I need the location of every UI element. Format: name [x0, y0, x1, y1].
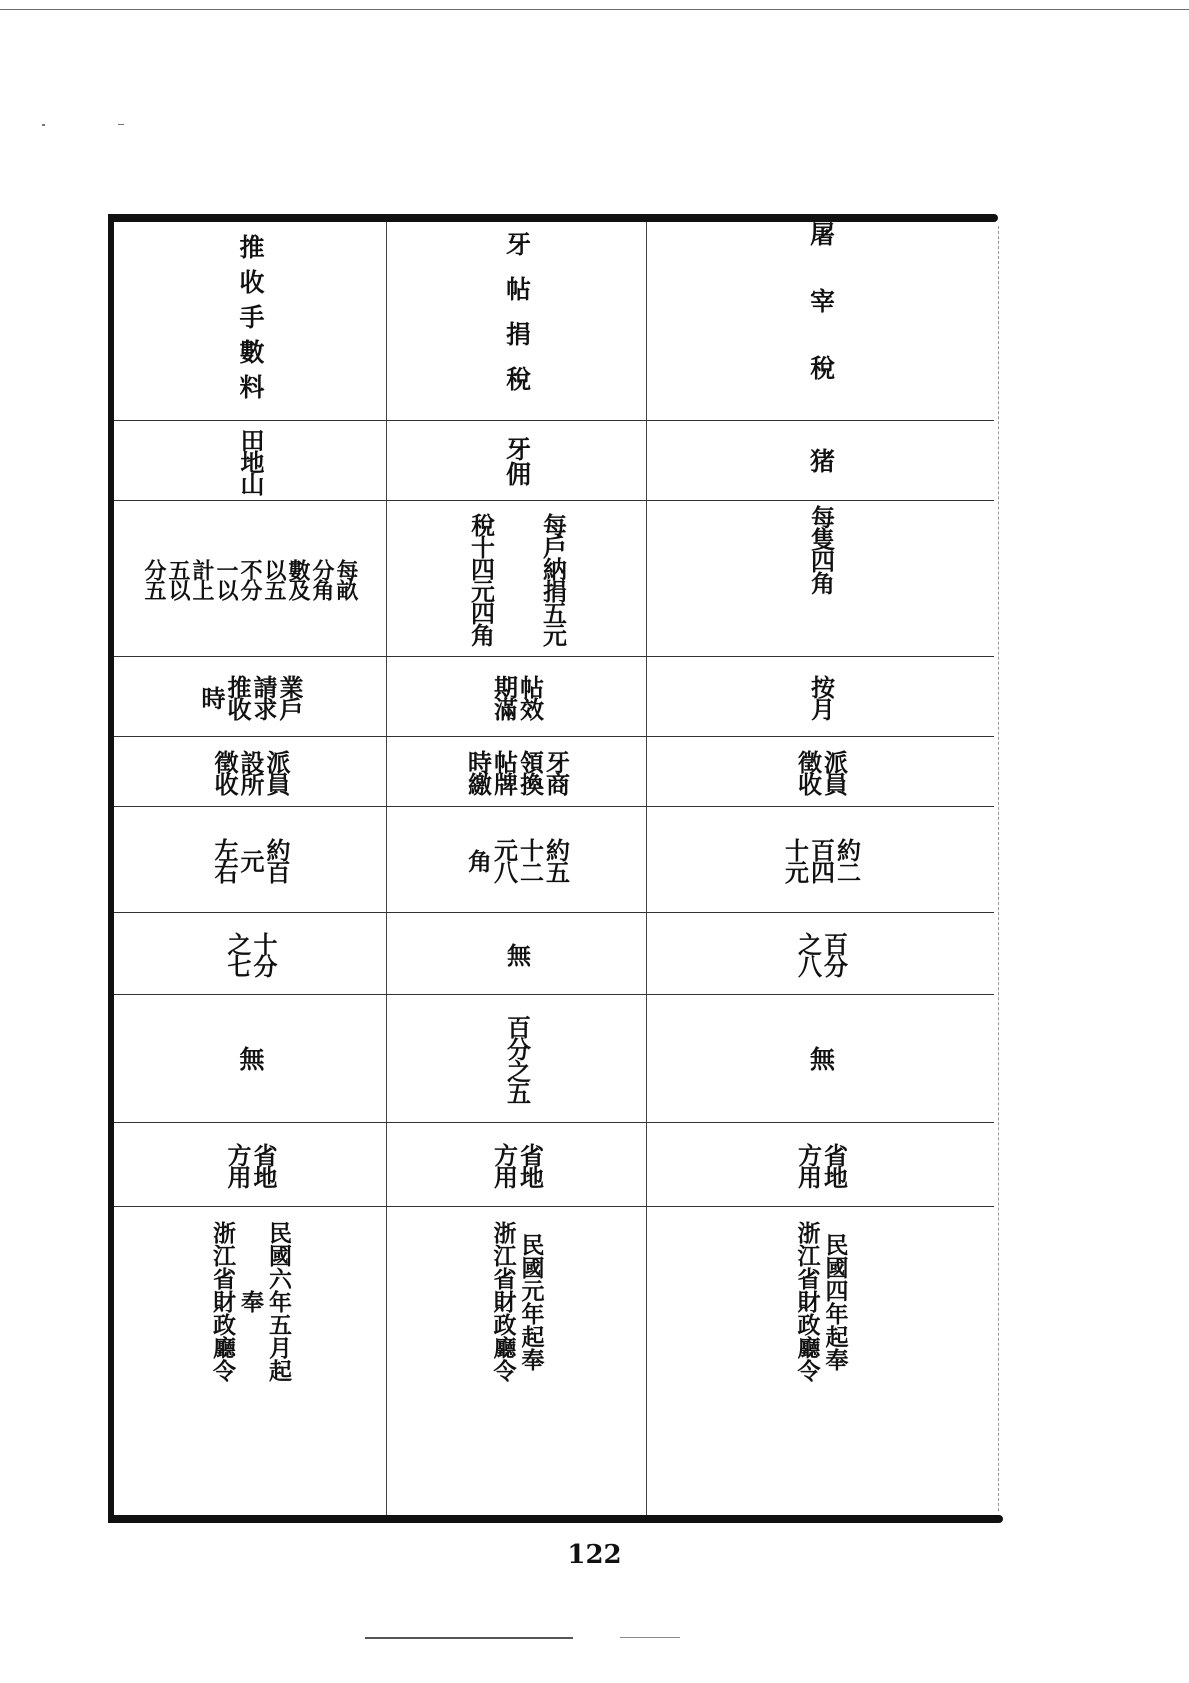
collection-cell-col3	[647, 737, 994, 806]
period-text: 業戶 請求 推收 時	[197, 674, 304, 719]
rate-cell-col1	[114, 501, 386, 656]
rate-text: 每戶納捐五元 稅十四元四角	[466, 512, 568, 645]
amount-text: 約五 十二 元八 角	[463, 837, 571, 882]
header-text: 牙帖捐稅	[502, 231, 532, 411]
collection-text: 牙商 領換 帖牌 時繳	[463, 749, 571, 794]
source-cell-col1	[114, 1207, 386, 1507]
source-text: 民國四年起奉 浙江省財政廳令	[793, 1221, 849, 1382]
ratio-cell-col2	[387, 913, 646, 994]
use-cell-col3	[647, 1123, 994, 1206]
rate-cell-col3	[647, 501, 994, 656]
surcharge-cell-col1	[114, 995, 386, 1122]
scan-bottom-mark	[365, 1637, 573, 1639]
item-cell-col1	[114, 421, 386, 500]
period-text: 按月	[806, 674, 836, 719]
surcharge-text: 無	[806, 1046, 836, 1071]
collection-text: 派員 設所 徵收	[210, 749, 291, 794]
use-text: 省地 方用	[793, 1142, 849, 1187]
rate-cell-col2	[387, 501, 646, 656]
header-text: 屠宰稅	[806, 220, 836, 422]
surcharge-text: 無	[236, 1046, 265, 1071]
scan-bottom-mark	[620, 1637, 680, 1638]
period-cell-col2	[387, 657, 646, 736]
page-number: 122	[567, 1540, 622, 1570]
scan-speck	[118, 124, 124, 125]
header-cell-col2	[387, 222, 646, 420]
table-bottom-rule	[108, 1515, 1003, 1523]
ratio-cell-col3	[647, 913, 994, 994]
ratio-cell-col1	[114, 913, 386, 994]
header-cell-col1	[114, 222, 386, 420]
surcharge-text: 百分之五	[502, 1014, 532, 1103]
ratio-text: 十分 之七	[223, 931, 278, 976]
surcharge-cell-col3	[647, 995, 994, 1122]
amount-text: 約二 百四 十元	[780, 837, 862, 882]
item-cell-col2	[387, 421, 646, 500]
period-text: 帖效 期滿	[489, 674, 545, 719]
use-cell-col2	[387, 1123, 646, 1206]
tax-table	[108, 214, 998, 1523]
source-cell-col2	[387, 1207, 646, 1507]
ratio-text: 百分 之八	[793, 931, 849, 976]
item-text: 田地山	[236, 427, 265, 494]
header-text: 推收手數料	[236, 233, 265, 409]
amount-text: 約百 元 左右	[210, 837, 291, 882]
period-cell-col3	[647, 657, 994, 736]
collection-text: 派員 徵收	[793, 749, 849, 794]
scan-speck	[42, 124, 45, 126]
item-text: 猪	[806, 448, 836, 473]
collection-cell-col2	[387, 737, 646, 806]
table-right-rule	[998, 226, 1000, 1511]
source-text: 民國六年五月起 奉 浙江省財政廳令	[209, 1221, 292, 1382]
item-text: 牙佣	[502, 435, 532, 486]
collection-cell-col1	[114, 737, 386, 806]
rate-text: 每畝 分角 數及 以五 不分 一以 計上 五以 分五	[141, 558, 359, 599]
period-cell-col1	[114, 657, 386, 736]
header-cell-col3	[647, 222, 994, 420]
amount-cell-col1	[114, 807, 386, 912]
use-text: 省地 方用	[489, 1142, 545, 1187]
scan-top-border	[0, 9, 1189, 10]
source-text: 民國元年起奉 浙江省財政廳令	[489, 1221, 545, 1382]
amount-cell-col3	[647, 807, 994, 912]
item-cell-col3	[647, 421, 994, 500]
use-cell-col1	[114, 1123, 386, 1206]
source-cell-col3	[647, 1207, 994, 1507]
rate-text: 每隻四角	[806, 505, 836, 593]
surcharge-cell-col2	[387, 995, 646, 1122]
use-text: 省地 方用	[223, 1142, 278, 1187]
amount-cell-col2	[387, 807, 646, 912]
table-top-rule	[108, 214, 998, 222]
ratio-text: 無	[502, 942, 532, 965]
